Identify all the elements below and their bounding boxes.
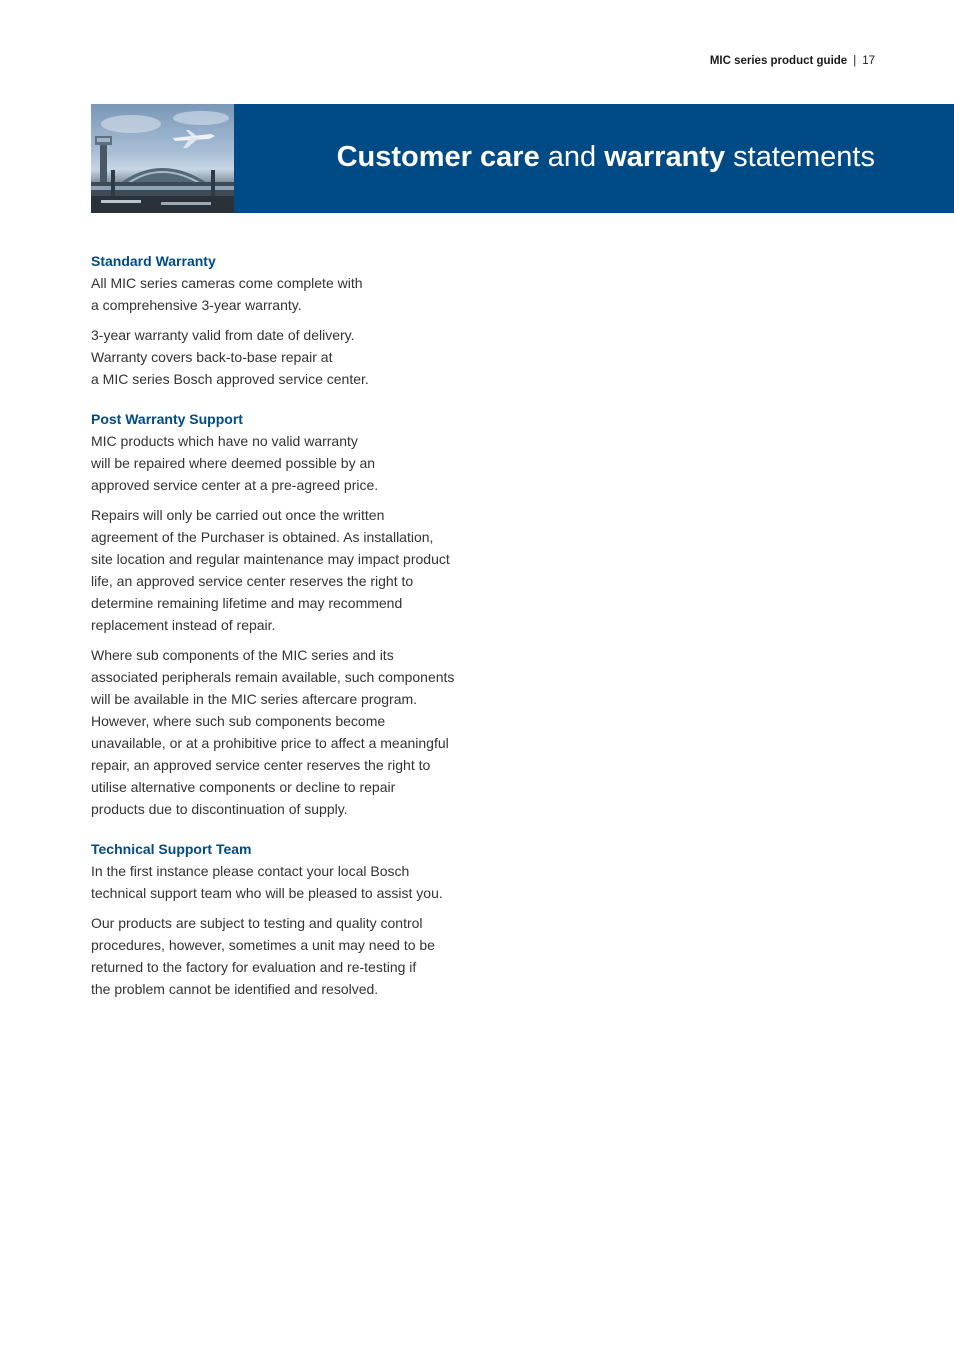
text-line: All MIC series cameras come complete with [91,275,363,291]
header-separator: | [853,55,857,67]
text-line: repair, an approved service center reserves the right to [91,757,431,773]
text-line: In the first instance please contact your local Bosch [91,863,410,879]
text-line: unavailable, or at a prohibitive price to affect a meaningful [91,735,449,751]
text-line: products due to discontinuation of supply. [91,801,348,817]
text-line: utilise alternative components or decline to repair [91,779,396,795]
text-line: replacement instead of repair. [91,617,276,633]
section-post-warranty-support [91,408,471,820]
text-line: approved service center at a pre-agreed price. [91,477,379,493]
text-line: a comprehensive 3-year warranty. [91,297,302,313]
paragraph [91,860,471,904]
title-banner [91,104,954,213]
paragraph [91,272,471,316]
text-line: procedures, however, sometimes a unit may need to be [91,937,435,953]
text-line: 3-year warranty valid from date of delivery. [91,327,355,343]
text-line: site location and regular maintenance may impact product [91,551,450,567]
text-line: life, an approved service center reserves the right to [91,573,414,589]
paragraph [91,504,471,636]
text-line: MIC products which have no valid warranty [91,433,358,449]
main-content [91,250,471,1018]
paragraph [91,430,471,496]
text-line: Our products are subject to testing and quality control [91,915,423,931]
section-technical-support-team [91,838,471,1000]
text-line: agreement of the Purchaser is obtained. As installation, [91,529,434,545]
text-line: Where sub components of the MIC series and its [91,647,394,663]
title-warranty: warranty [604,141,726,173]
section-heading: Standard Warranty [91,253,216,269]
page-number: 17 [862,55,875,67]
text-line: will be available in the MIC series aftercare program. [91,691,418,707]
section-heading: Post Warranty Support [91,411,243,427]
text-line: technical support team who will be pleased to assist you. [91,885,443,901]
text-line: However, where such sub components become [91,713,386,729]
guide-title: MIC series product guide [709,55,848,67]
text-line: the problem cannot be identified and resolved. [91,981,379,997]
text-line: associated peripherals remain available, such components [91,669,455,685]
paragraph [91,644,471,820]
text-line: Repairs will only be carried out once the written [91,507,385,523]
title-statements: statements [725,141,875,173]
text-line: a MIC series Bosch approved service center. [91,371,369,387]
paragraph [91,324,471,390]
section-standard-warranty [91,250,471,390]
text-line: will be repaired where deemed possible by an [91,455,376,471]
running-header [710,55,875,67]
title-customer-care: Customer care [336,141,540,173]
text-line: Warranty covers back-to-base repair at [91,349,333,365]
airport-terminal-photo [91,104,234,213]
text-line: returned to the factory for evaluation and re-testing if [91,959,417,975]
paragraph [91,912,471,1000]
section-heading: Technical Support Team [91,841,252,857]
text-line: determine remaining lifetime and may recommend [91,595,403,611]
title-and: and [539,141,605,173]
page-title [337,141,875,174]
